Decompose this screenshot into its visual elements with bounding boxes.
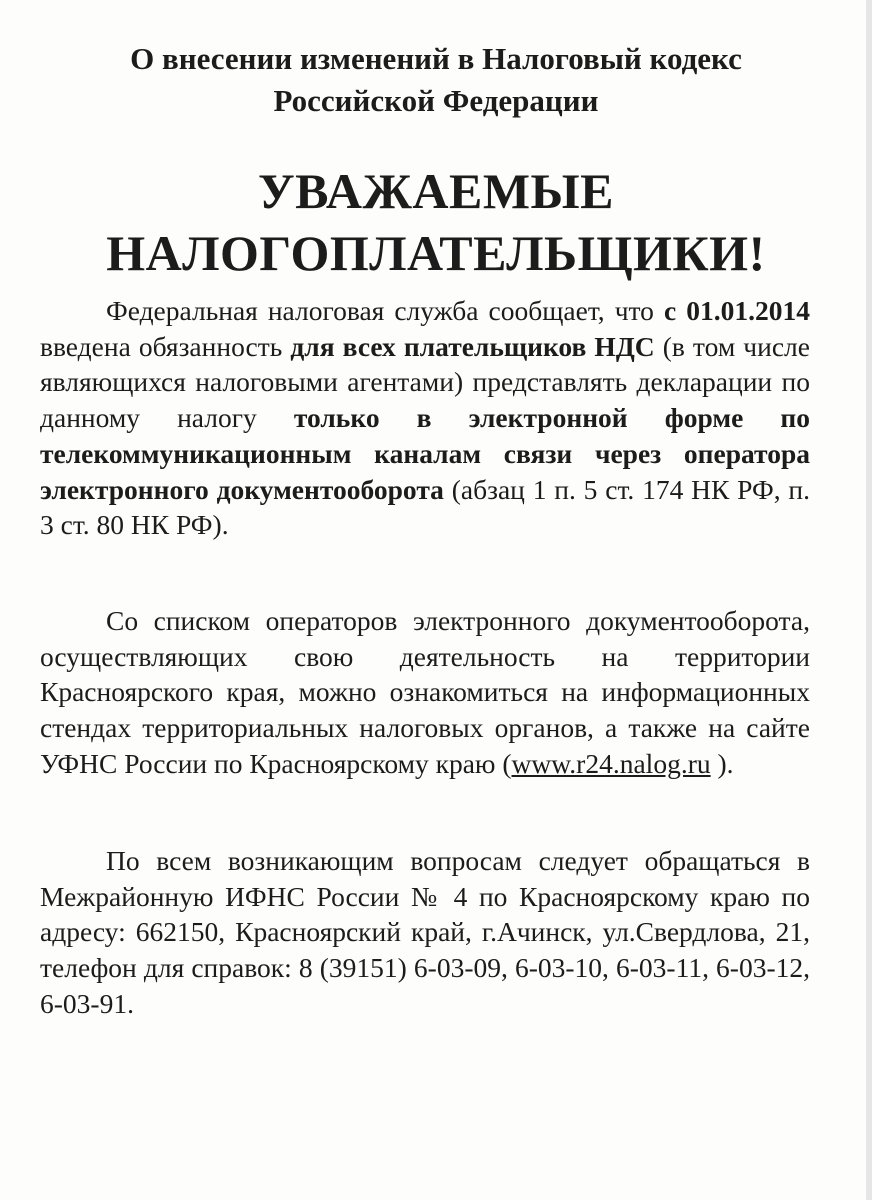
p1-text-2: введена обязанность <box>40 330 291 362</box>
paragraph-contacts <box>40 843 810 1022</box>
document-title-line-1: О внесении изменений в Налоговый кодекс <box>130 41 742 76</box>
website-link[interactable]: www.r24.nalog.ru <box>511 747 711 779</box>
p1-text-4: (абзац 1 п. 5 ст. 174 НК РФ, п. 3 ст. 80 НК РФ). <box>40 473 811 541</box>
headline <box>20 160 852 284</box>
paragraph-vat-obligation <box>40 293 810 543</box>
paragraph-operators-list <box>40 603 810 782</box>
p2-text-1: Со списком операторов электронного документооборота, осуществляющих свою деятельность на территории Красноярского края, можно ознакомиться на информационных стендах территориальных налоговых органов, а также на сайте УФНС России по Красноярскому краю ( <box>40 605 810 779</box>
p1-bold-electronic: только в электронной форме по телекоммуникационным каналам связи через оператора электронного документооборота <box>40 402 810 505</box>
p1-text-3: (в том числе являющихся налоговыми агентами) представлять декларации по данному налогу <box>40 330 810 434</box>
p3-text: По всем возникающим вопросам следует обращаться в Межрайонную ИФНС России № 4 по Красноярскому краю по адресу: 662150, Красноярский край, г.Ачинск, ул.Свердлова, 21, телефон для справок: 8 (39151) 6-03-09, 6-03-10, 6-03-11, 6-03-12, 6-03-91. <box>40 845 810 1019</box>
headline-line-1: УВАЖАЕМЫЕ <box>257 163 615 219</box>
p1-bold-payers: для всех плательщиков НДС <box>290 330 655 362</box>
document-title-line-2: Российской Федерации <box>273 83 599 118</box>
p2-text-2: ). <box>710 747 734 779</box>
document-title <box>20 38 852 122</box>
p1-text-1: Федеральная налоговая служба сообщает, что <box>106 295 664 326</box>
headline-line-2: НАЛОГОПЛАТЕЛЬЩИКИ! <box>106 225 766 281</box>
p1-bold-date: с 01.01.2014 <box>663 295 810 326</box>
